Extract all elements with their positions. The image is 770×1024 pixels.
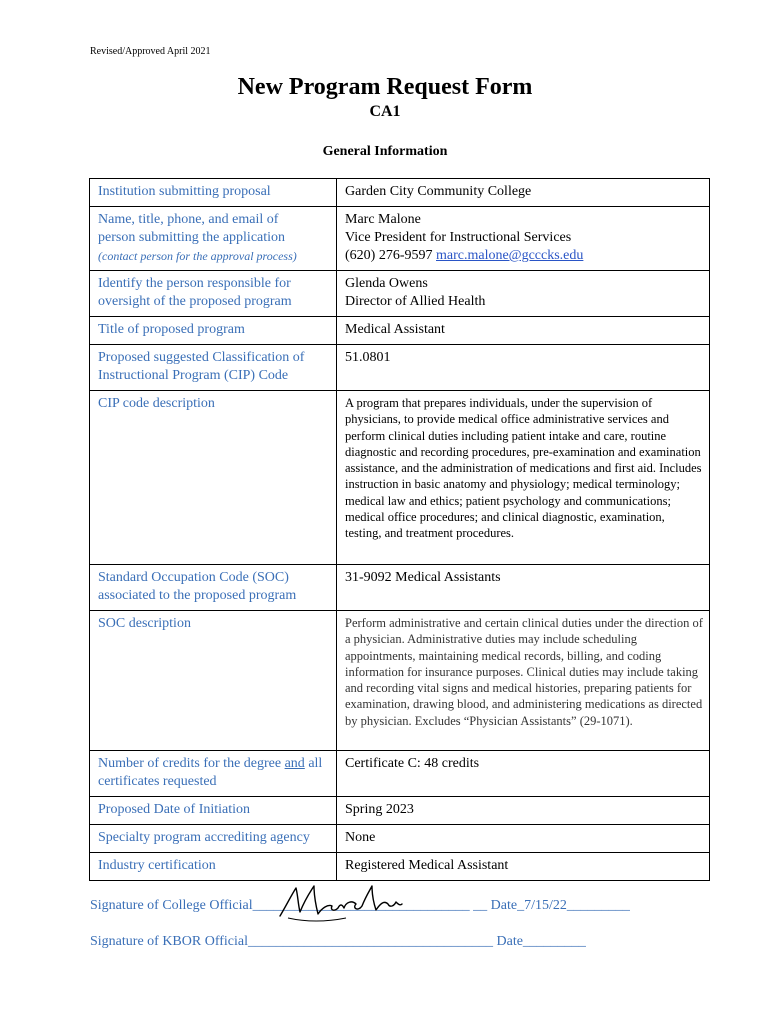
field-label: Specialty program accrediting agency: [90, 825, 337, 853]
table-row: [90, 391, 710, 565]
oversight-title: Director of Allied Health: [345, 294, 486, 309]
handwritten-signature: [276, 882, 406, 926]
field-value: Registered Medical Assistant: [337, 853, 710, 881]
field-label: Identify the person responsible for oversight of the proposed program: [90, 271, 337, 317]
section-heading: General Information: [322, 144, 448, 159]
contact-email-link[interactable]: marc.malone@gcccks.edu: [436, 248, 584, 263]
label-note: (contact person for the approval process): [98, 249, 297, 263]
field-label: [90, 751, 337, 797]
field-value: [337, 207, 710, 271]
college-signature-line: Signature of College Official_______________________________ __ Date_7/15/22_________: [90, 898, 630, 913]
table-row: [90, 853, 710, 881]
field-value: None: [337, 825, 710, 853]
general-information-table: [89, 178, 710, 881]
table-row: [90, 825, 710, 853]
field-label: Standard Occupation Code (SOC) associated to the proposed program: [90, 565, 337, 611]
revision-note: Revised/Approved April 2021: [90, 46, 211, 57]
contact-phone: (620) 276-9597: [345, 248, 433, 263]
label-emphasis: and: [284, 756, 305, 771]
field-label: Proposed suggested Classification of Instructional Program (CIP) Code: [90, 345, 337, 391]
label-line: Name, title, phone, and email of: [98, 212, 279, 227]
cip-description: A program that prepares individuals, under the supervision of physicians, to provide medical office administrative services and perform clinical duties including patient intake and care, routine diagnostic and recording procedures, pre-examination and examination assistance, and the administration of medications and first aid. Includes instruction in basic anatomy and physiology; medical terminology; medical law and ethics; patient psychology and communications; medical office procedures; and clinical diagnostic, examination, testing, and treatment procedures.: [345, 396, 702, 541]
form-code: CA1: [369, 103, 401, 120]
table-row: [90, 317, 710, 345]
table-row: [90, 751, 710, 797]
field-label: SOC description: [90, 611, 337, 751]
table-row: [90, 207, 710, 271]
field-value: [337, 271, 710, 317]
field-value: Spring 2023: [337, 797, 710, 825]
table-row: [90, 271, 710, 317]
table-row: [90, 345, 710, 391]
table-row: [90, 179, 710, 207]
form-title: New Program Request Form: [237, 74, 533, 100]
field-value: 51.0801: [337, 345, 710, 391]
table-row: [90, 797, 710, 825]
contact-info: [345, 247, 703, 265]
contact-title: Vice President for Instructional Services: [345, 230, 572, 245]
field-value: Garden City Community College: [337, 179, 710, 207]
field-value: Medical Assistant: [337, 317, 710, 345]
field-label: Proposed Date of Initiation: [90, 797, 337, 825]
kbor-signature-line: Signature of KBOR Official___________________________________ Date_________: [90, 934, 586, 949]
field-value: 31-9092 Medical Assistants: [337, 565, 710, 611]
field-label: Industry certification: [90, 853, 337, 881]
oversight-name: Glenda Owens: [345, 276, 428, 291]
table-row: [90, 565, 710, 611]
field-label: Title of proposed program: [90, 317, 337, 345]
label-text: Number of credits for the degree: [98, 756, 285, 771]
contact-name: Marc Malone: [345, 212, 421, 227]
field-label: Institution submitting proposal: [90, 179, 337, 207]
label-line: person submitting the application: [98, 230, 286, 245]
field-label: CIP code description: [90, 391, 337, 565]
field-value: [337, 611, 710, 751]
table-row: [90, 611, 710, 751]
field-value: Certificate C: 48 credits: [337, 751, 710, 797]
field-value: [337, 391, 710, 565]
label-text: all certificates requested: [98, 756, 323, 789]
field-label: [90, 207, 337, 271]
soc-description: Perform administrative and certain clinical duties under the direction of a physician. Administrative duties may include scheduling appointments, maintaining medical records, billing, and coding information for insurance purposes. Clinical duties may include taking and recording vital signs and medical histories, preparing patients for examination, drawing blood, and administering medications as directed by physician. Excludes “Physician Assistants” (29-1071).: [345, 616, 703, 728]
